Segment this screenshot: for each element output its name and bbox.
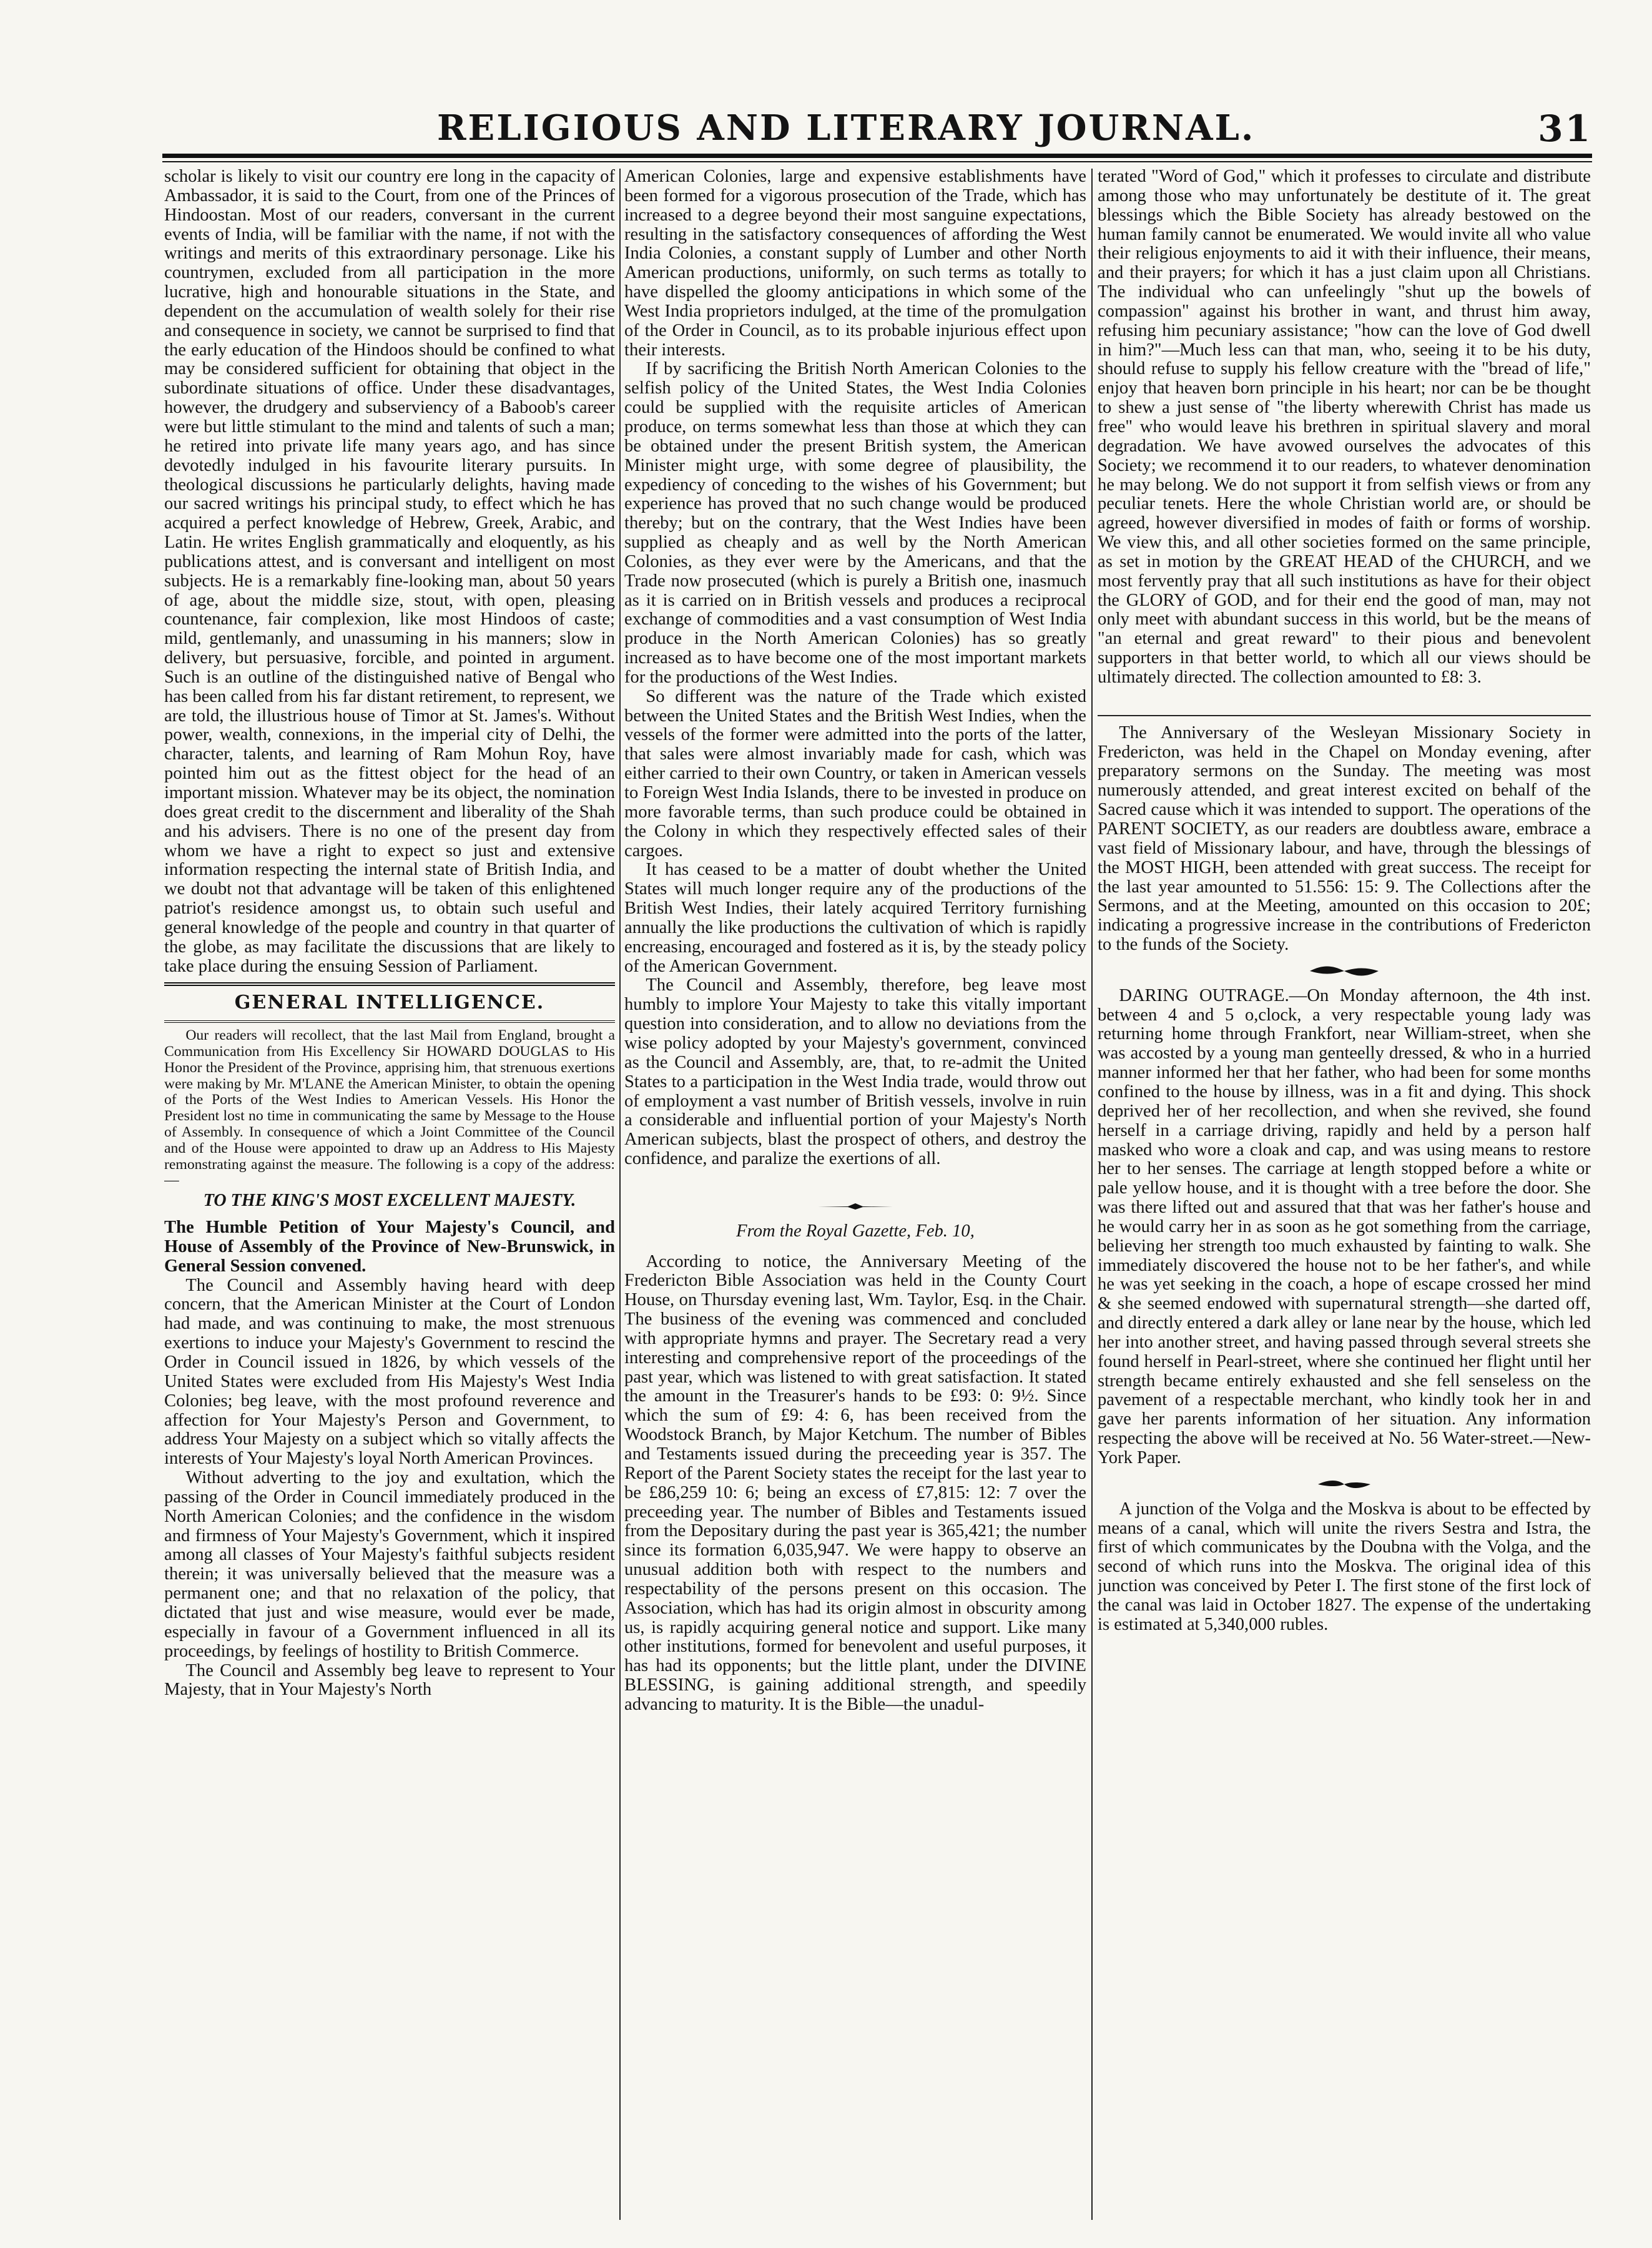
petition-paragraph-7: It has ceased to be a matter of doubt whether the United States will much longer require any of the productions of the British West Indies, their lately acquired Territory furnishing annually the like productions the cultivation of which is rapidly encreasing, encouraged and fostered as it is, by the steady policy of the American Government. [624,860,1086,976]
address-title: TO THE KING'S MOST EXCELLENT MAJESTY. [203,1191,576,1211]
petition-paragraph-5: If by sacrificing the British North American Colonies to the selfish policy of the United States, the West India Colonies could be supplied with the requisite articles of American produce, on terms somewhat less than those at which they can be obtained under the present British system, the American Minister might urge, with some degree of plausibility, the expediency of conceding to the wishes of his Government; but experience has proved that no such change would be produced thereby; but on the contrary, that the West Indies have been supplied as cheaply and as well by the North American Colonies, as they ever were by the Americans, and that the Trade now prosecuted (which is purely a British one, inasmuch as it is carried on in British vessels and produces a reciprocal exchange of commodities and a vast consumption of West India produce in the North American Colonies) has so greatly increased as to have become one of the most important markets for the productions of the West Indies. [624,359,1086,687]
header-rule-thin [162,161,1592,162]
petition-paragraph-6: So different was the nature of the Trade which existed between the United States and the British West Indies, when the vessels of the former were admitted into the ports of the latter, that sales were almost invariably made for cash, which was either carried to their own Country, or taken in American vessels to Foreign West India Islands, there to be invested in produce on more favorable terms, than such produce could be obtained in the Colony in which they respectively effected sales of their cargoes. [624,686,1086,860]
header-rule-thick [162,154,1592,158]
ornament-divider-1 [624,1196,1086,1216]
column-divider-2 [1091,169,1093,2220]
petition-paragraph-3: The Council and Assembly beg leave to represent to Your Majesty, that in Your Majesty's North [164,1660,615,1700]
column-1 [164,167,615,2222]
general-intelligence-heading: GENERAL INTELLIGENCE. [164,982,615,1023]
column-2 [624,167,1086,2222]
petition-paragraph-4: American Colonies, large and expensive establishments have been formed for a vigorous prosecution of the Trade, which has increased to a degree beyond their most sanguine expectations, resulting in the satisfactory consequences of affording the West India Colonies, a constant supply of Lumber and other North American productions, uniformly, on such terms as totally to have dispelled the gloomy anticipations in which some of the West India proprietors indulged, at the time of the promulgation of the Order in Council, as to its probable injurious effect upon their interests. [624,167,1086,360]
page-number: 31 [1538,107,1592,150]
ornament-divider-2 [1098,961,1591,980]
bible-association-article: According to notice, the Anniversary Meeting of the Fredericton Bible Association was held in the County Court House, on Thursday evening last, Wm. Taylor, Esq. in the Chair. The business of the evening was commenced and concluded with appropriate hymns and prayer. The Secretary read a very interesting and comprehensive report of the proceedings of the past year, which was listened to with great satisfaction. It stated the amount in the Treasurer's hands to be £93: 0: 9½. Since which the sum of £9: 4: 6, has been received from the Woodstock Branch, by Major Ketchum. The number of Bibles and Testaments issued during the preceeding year is 357. The Report of the Parent Society states the receipt for the last year to be £86,259 10: 6; being an excess of £7,815: 12: 7 over the preceeding year. The number of Bibles and Testaments issued from the Depositary during the past year is 365,421; the number since its formation 6,035,947. We were happy to observe an unusual addition both with respect to the numbers and respectability of the persons present on this occasion. The Association, which has had its origin almost in obscurity among us, is rapidly acquiring general notice and support. Like many other institutions, formed for benevolent and useful purposes, it has had its opponents; but the little plant, under the DIVINE BLESSING, is gaining additional strength, and speedily advancing to maturity. It is the Bible—the unadul- [624,1251,1086,1714]
daring-outrage-article: DARING OUTRAGE.—On Monday afternoon, the 4th inst. between 4 and 5 o,clock, a very respectable young lady was returning home through Frankfort, near William-street, when she was accosted by a young man genteelly dressed, & who in a hurried manner informed her that her father, who had been for some months confined to the house by illness, was in a fit and dying. This shock deprived her of her recollection, and when she revived, she found herself in a carriage driving, rapidly and held by a person half masked who wore a cloak and cap, and was using means to restore her to her senses. The carriage at length stopped before a white or pale yellow house, and it is thought with a tree before the door. She was there lifted out and assured that that was her father's house and he would carry her in as soon as he got something from the carriage, believing her strength too much exhausted by fainting to walk. She immediately discovered the house not to be her father's, and while he was yet seeking in the coach, a hope of escape crossed her mind & she seemed endowed with supernatural strength—she darted off, and directly entered a dark alley or lane near by the house, which led her into another street, and having passed through several streets she found herself in Pearl-street, where she continued her flight until her strength became entirely exhausted and she fell senseless on the pavement of a respectable merchant, who kindly took her in and gave her parents information of her situation. Any information respecting the above will be received at No. 56 Water-street.—New-York Paper. [1098,985,1591,1467]
petition-paragraph-2: Without adverting to the joy and exultation, which the passing of the Order in Council immediately produced in the North American Colonies; and the confidence in the wisdom and firmness of Your Majesty's Government, which it inspired among all classes of Your Majesty's faithful subjects resident therein; it was universally believed that the measure was a permanent one; and that no relaxation of the policy, that dictated that just and wise measure, would ever be made, especially in favour of a Government influenced in all its proceedings, by feelings of hostility to British Commerce. [164,1468,615,1661]
royal-gazette-dateline: From the Royal Gazette, Feb. 10, [736,1221,975,1241]
column-divider-1 [619,169,621,2220]
article-separator-rule [1098,715,1591,716]
ram-mohun-roy-article: scholar is likely to visit our country ere long in the capacity of Ambassador, it is said to the Court, from one of the Princes of Hindoostan. Most of our readers, conversant in the current events of India, will be familiar with the name, if not with the writings and merits of this extraordinary personage. Like his countrymen, excluded from all participation in the more lucrative, high and honourable situations in the State, and dependent on the accumulation of wealth solely for their rise and consequence in society, we cannot be surprised to find that the early education of the Hindoos should be confined to what may be considered sufficient for obtaining that object in the subordinate situations of office. Under these disadvantages, however, the drudgery and subserviency of a Baboob's career were but little stimulant to the mind and talents of such a man; he retired into private life many years ago, and has since devotedly indulged in his favourite literary pursuits. In theological discussions he particularly delights, having made our sacred writings his principal study, to effect which he has acquired a perfect knowledge of Hebrew, Greek, Arabic, and Latin. He writes English grammatically and eloquently, as his publications attest, and is conversant and intelligent on most subjects. He is a remarkably fine-looking man, about 50 years of age, about the middle size, stout, with open, pleasing countenance, fair complexion, like most Hindoos of caste; mild, gentlemanly, and unassuming in his manners; slow in delivery, but persuasive, forcible, and pointed in argument. Such is an outline of the distinguished native of Bengal who has been called from his far distant retirement, to represent, we are told, the illustrious house of Timor at St. James's. Without power, wealth, connexions, in the imperial city of Delhi, the character, talents, and learning of Ram Mohun Roy, have pointed him out as the fittest object for the head of an important mission. Whatever may be its object, the nomination does great credit to the discernment and liberality of the Shah and his advisers. There is no one of the present day from whom we have a right to expect so just and extensive information respecting the internal state of British India, and we doubt not that advantage will be taken of this enlightened patriot's residence amongst us, to obtain such useful and general knowledge of the people and country in that quarter of the globe, as may facilitate the discussions that are likely to take place during the ensuing Session of Parliament. [164,167,615,976]
petition-opening: The Humble Petition of Your Majesty's Council, and House of Assembly of the Province of New-Brunswick, in General Session convened. [164,1218,615,1276]
journal-title: RELIGIOUS AND LITERARY JOURNAL. [437,107,1256,149]
petition-paragraph-8: The Council and Assembly, therefore, beg leave most humbly to implore Your Majesty to take this vitally important question into consideration, and to allow no deviations from the wise policy adopted by your Majesty's government, convinced as the Council and Assembly, are, that, to re-admit the United States to a participation in the West India trade, would throw out of employment a vast number of British vessels, involve in ruin a considerable and influential portion of your Majesty's North American subjects, blast the prospect of others, and destroy the confidence, and paralize the exertions of all. [624,975,1086,1169]
wesleyan-missionary-article: The Anniversary of the Wesleyan Missionary Society in Fredericton, was held in the Chapel on Monday evening, after preparatory sermons on the Sunday. The meeting was most numerously attended, and great interest excited on behalf of the Sacred cause which it was intended to support. The operations of the PARENT SOCIETY, as our readers are doubtless aware, embrace a vast field of Missionary labour, and have, through the blessings of the MOST HIGH, been attended with great success. The receipt for the last year amounted to 51.556: 15: 9. The Collections after the Sermons, and at the Meeting, amounted on this occasion to 20£; indicating a progressive increase in the contributions of Fredericton to the funds of the Society. [1098,722,1591,955]
column-3 [1098,167,1591,2222]
intro-paragraph: Our readers will recollect, that the last Mail from England, brought a Communication from His Excellency Sir HOWARD DOUGLAS to His Honor the President of the Province, apprising him, that strenuous exertions were making by Mr. M'LANE the American Minister, to obtain the opening of the Ports of the West Indies to American Vessels. His Honor the President lost no time in communicating the same by Message to the House of Assembly. In consequence of which a Joint Committee of the Council and of the House were appointed to draw up an Address to His Majesty remonstrating against the measure. The following is a copy of the address:— [164,1027,615,1189]
bible-article-continued: terated "Word of God," which it professes to circulate and distribute among those who may unfortunately be destitute of it. The great blessings which the Bible Society has already bestowed on the human family cannot be enumerated. We would invite all who value their religious enjoyments to aid it with their influence, their means, and their prayers; for which it has a just claim upon all Christians. The individual who can unfeelingly "shut up the bowels of compassion" against his brother in want, and thrust him away, refusing him pecuniary assistance; "how can the love of God dwell in him?"—Much less can that man, who, seeing it to be his duty, should refuse to supply his fellow creature with the "bread of life," enjoy that heaven born principle in his heart; nor can be be thought to shew a just sense of "the liberty wherewith Christ has made us free" who would leave his brethren in spiritual slavery and moral degradation. We have avowed ourselves the advocates of this Society; we recommend it to our readers, to whatever denomination he may belong. We do not support it from selfish views or from any peculiar tenets. Here the whole Christian world are, or should be agreed, however diversified in modes of faith or forms of worship. We view this, and all other societies formed on the same principle, as set in motion by the GREAT HEAD of the CHURCH, and we most fervently pray that all such institutions as have for their object the GLORY of GOD, and for their end the good of man, may not only meet with abundant success in this world, but be the means of "an eternal and great reward" to their pious and benevolent supporters in that better world, to which all our views should be ultimately directed. The collection amounted to £8: 3. [1098,167,1591,687]
petition-paragraph-1: The Council and Assembly having heard with deep concern, that the American Minister at the Court of London had made, and was continuing to make, the most strenuous exertions to induce your Majesty's Government to rescind the Order in Council issued in 1826, by which vessels of the United States were excluded from His Majesty's West India Colonies; beg leave, with the most profound reverence and affection for Your Majesty's Person and Government, to address Your Majesty on a subject which so vitally affects the interests of Your Majesty's loyal North American Provinces. [164,1275,615,1469]
running-head [162,107,1592,151]
volga-moskva-canal-article: A junction of the Volga and the Moskva is about to be effected by means of a canal, which will unite the rivers Sestra and Istra, the first of which communicates by the Doubna with the Volga, and the second of which runs into the Moskva. The original idea of this junction was conceived by Peter I. The first stone of the first lock of the canal was laid in October 1827. The expense of the undertaking is estimated at 5,340,000 rubles. [1098,1499,1591,1634]
ornament-divider-3 [1098,1474,1591,1494]
